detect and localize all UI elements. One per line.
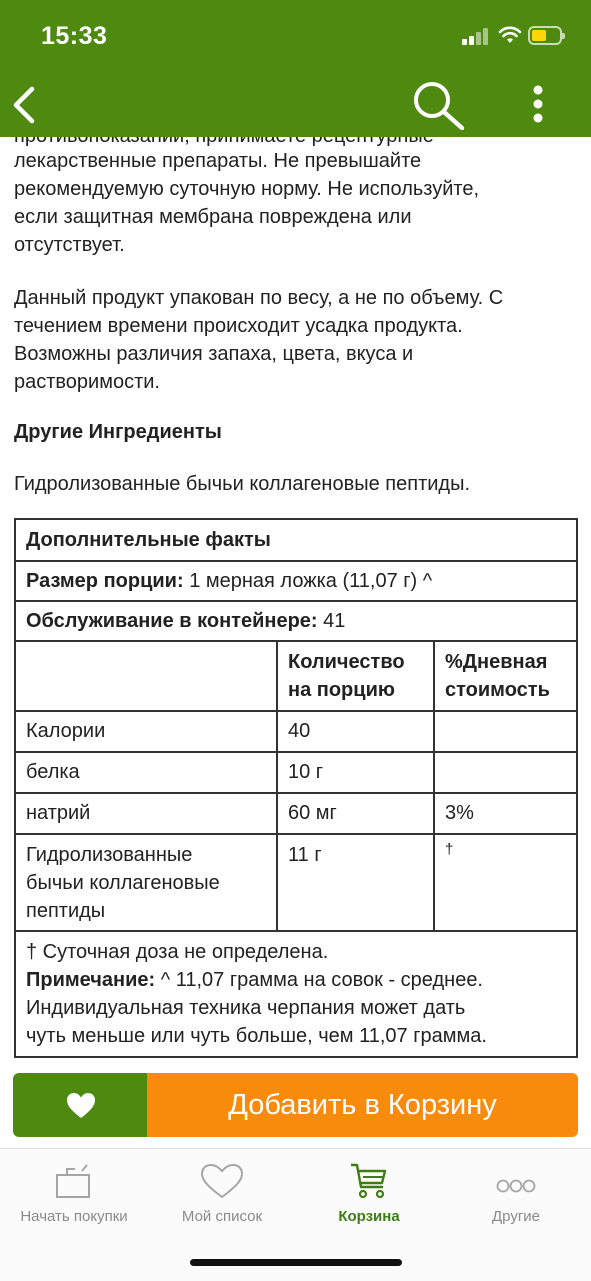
note-text: Индивидуальная техника черпания может дать [26, 997, 466, 1019]
nutrient-dv [434, 711, 577, 752]
nutrient-name: Гидролизованные бычьи коллагеновые пептиды [15, 834, 277, 931]
app-header [0, 0, 591, 137]
supplement-facts-table [14, 518, 578, 1058]
add-to-cart-button[interactable]: Добавить в Корзину [147, 1073, 578, 1137]
table-row [15, 793, 577, 834]
warning-line: если защитная мембрана повреждена или [14, 206, 412, 228]
add-to-favorites-button[interactable] [13, 1073, 147, 1137]
tab-label: Начать покупки [20, 1208, 128, 1225]
other-ingredients-title: Другие Ингредиенты [14, 421, 222, 443]
nutrient-name: белка [15, 752, 277, 793]
tab-other[interactable] [442, 1159, 590, 1239]
nutrient-dv [434, 752, 577, 793]
status-time: 15:33 [41, 22, 108, 50]
warning-line: отсутствует. [14, 234, 125, 256]
heart-icon [66, 1092, 96, 1119]
note-text: чуть меньше или чуть больше, чем 11,07 грамма. [26, 1025, 487, 1047]
nutrient-name: натрий [15, 793, 277, 834]
tab-start-shopping[interactable] [0, 1159, 148, 1239]
serving-size-value: 1 мерная ложка (11,07 г) ^ [189, 569, 433, 592]
facts-title-row [15, 519, 577, 561]
search-icon[interactable] [412, 80, 466, 130]
tab-my-list[interactable] [148, 1159, 296, 1239]
tab-label: Корзина [338, 1208, 400, 1225]
table-row [15, 711, 577, 752]
packaging-line: Данный продукт упакован по весу, а не по объему. С [14, 287, 504, 309]
nutrient-name: Калории [15, 711, 277, 752]
warning-line: лекарственные препараты. Не превышайте [14, 150, 422, 172]
cta-bar [13, 1073, 578, 1137]
servings-row [15, 601, 577, 641]
column-header-row [15, 641, 577, 711]
home-indicator [190, 1259, 402, 1266]
heart-outline-icon [200, 1163, 244, 1199]
wifi-icon [498, 25, 522, 45]
serving-size-label: Размер порции: [26, 569, 184, 592]
status-bar [0, 0, 591, 72]
note-text: ^ 11,07 грамма на совок - среднее. [160, 969, 483, 991]
dagger-footnote: † Суточная доза не определена. [26, 941, 329, 963]
nutrient-amount: 60 мг [277, 793, 434, 834]
footnote-row [15, 931, 577, 1057]
other-ingredients-text: Гидролизованные бычьи коллагеновые пептиды. [14, 473, 470, 495]
nutrient-dv: † [434, 834, 577, 931]
battery-icon [528, 26, 562, 45]
more-vertical-icon[interactable] [530, 84, 546, 126]
nutrient-amount: 10 г [277, 752, 434, 793]
table-row [15, 834, 577, 931]
shopping-bag-icon [55, 1161, 93, 1199]
servings-label: Обслуживание в контейнере: [26, 609, 318, 632]
daily-value-header: %Дневная стоимость [434, 641, 577, 711]
facts-title: Дополнительные факты [15, 519, 577, 561]
nutrient-amount: 11 г [277, 834, 434, 931]
packaging-line: растворимости. [14, 371, 160, 393]
nutrient-dv: 3% [434, 793, 577, 834]
back-arrow-icon[interactable] [10, 86, 38, 124]
warning-line: рекомендуемую суточную норму. Не используйте, [14, 178, 480, 200]
cart-icon [349, 1161, 389, 1201]
servings-value: 41 [323, 609, 346, 632]
amount-header: Количество на порцию [277, 641, 434, 711]
tab-label: Другие [491, 1208, 541, 1225]
packaging-line: Возможны различия запаха, цвета, вкуса и [14, 343, 414, 365]
tab-label: Мой список [181, 1208, 263, 1225]
table-row [15, 752, 577, 793]
note-label: Примечание: [26, 969, 156, 991]
serving-size-row [15, 561, 577, 601]
cellular-signal-icon [462, 27, 492, 45]
tab-cart[interactable] [295, 1159, 443, 1239]
packaging-line: течением времени происходит усадка продукта. [14, 315, 463, 337]
more-dots-icon [496, 1179, 536, 1193]
nutrient-amount: 40 [277, 711, 434, 752]
